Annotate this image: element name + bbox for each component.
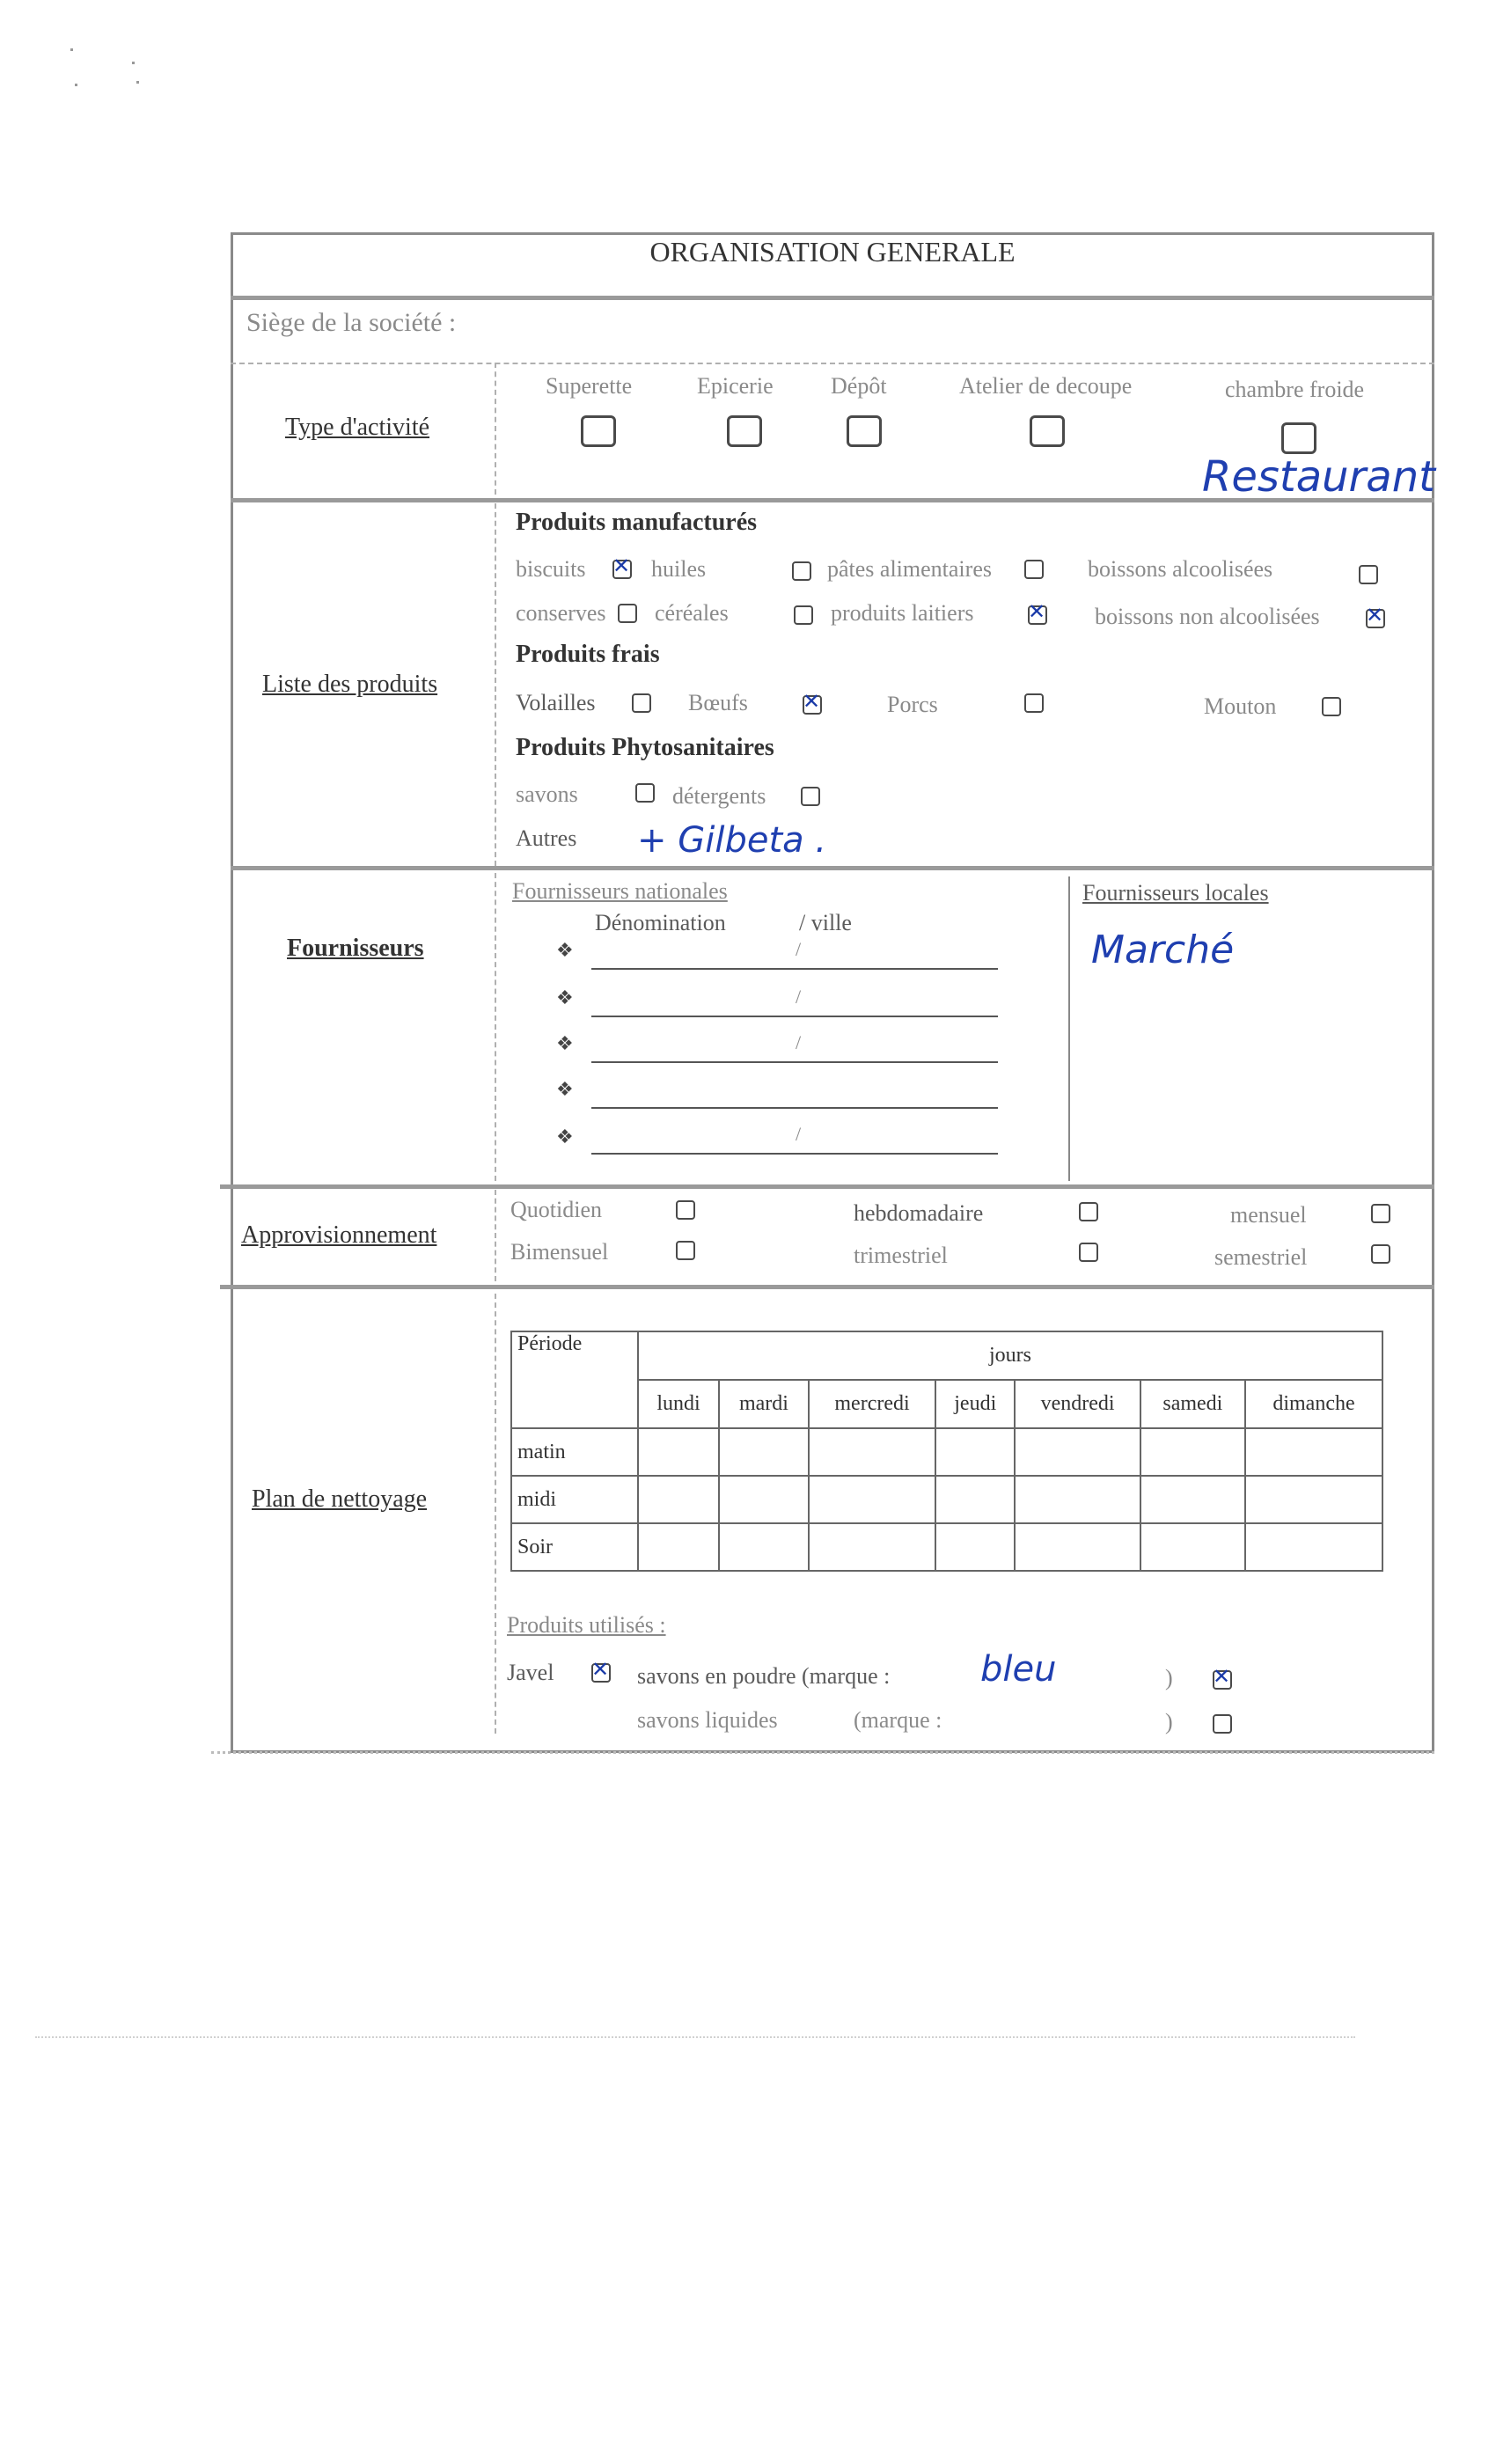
close-paren: ) bbox=[1165, 1709, 1173, 1734]
frais-title: Produits frais bbox=[516, 641, 660, 668]
supplier-slash: / bbox=[796, 938, 802, 960]
checkbox-mensuel[interactable] bbox=[1371, 1204, 1390, 1223]
manufactures-title: Produits manufacturés bbox=[516, 509, 758, 536]
divider bbox=[495, 363, 496, 495]
approvisionnement-label: Approvisionnement bbox=[241, 1221, 437, 1249]
table-cell[interactable] bbox=[935, 1428, 1015, 1476]
label-savons-poudre: savons en poudre (marque : bbox=[637, 1663, 891, 1689]
divider bbox=[231, 866, 1434, 870]
option-depot: Dépôt bbox=[831, 373, 887, 399]
label-cereales: céréales bbox=[655, 600, 729, 626]
divider bbox=[495, 503, 496, 866]
option-chambre-froide: chambre froide bbox=[1225, 377, 1365, 402]
supplier-slash: / bbox=[796, 1123, 802, 1145]
scan-speck bbox=[136, 81, 139, 84]
checkbox-porcs[interactable] bbox=[1024, 693, 1044, 713]
checkbox-huiles[interactable] bbox=[792, 561, 811, 581]
label-bimensuel: Bimensuel bbox=[510, 1239, 609, 1265]
table-cell[interactable] bbox=[638, 1523, 719, 1571]
table-cell[interactable] bbox=[719, 1523, 809, 1571]
checkbox-boissons-non-alc[interactable] bbox=[1366, 609, 1385, 628]
checkbox-javel[interactable] bbox=[591, 1663, 611, 1683]
liste-produits-label: Liste des produits bbox=[262, 671, 438, 698]
day-vendredi: vendredi bbox=[1015, 1380, 1140, 1428]
table-row bbox=[511, 1523, 1382, 1571]
day-samedi: samedi bbox=[1140, 1380, 1245, 1428]
label-quotidien: Quotidien bbox=[510, 1197, 602, 1222]
label-javel: Javel bbox=[507, 1660, 554, 1685]
label-boissons-non-alc: boissons non alcoolisées bbox=[1095, 604, 1320, 629]
table-cell[interactable] bbox=[935, 1476, 1015, 1523]
periode-header: Période bbox=[511, 1331, 638, 1428]
scan-speck bbox=[70, 48, 73, 51]
checkbox-atelier[interactable] bbox=[1030, 415, 1065, 447]
handwritten-restaurant: Restaurant bbox=[1202, 452, 1435, 502]
supplier-line-3[interactable] bbox=[591, 1061, 998, 1063]
type-activite-label: Type d'activité bbox=[285, 414, 430, 441]
checkbox-mouton[interactable] bbox=[1322, 697, 1341, 716]
label-volailles: Volailles bbox=[516, 690, 596, 715]
locaux-title: Fournisseurs locales bbox=[1082, 880, 1269, 906]
handwritten-marche: Marché bbox=[1091, 928, 1235, 972]
table-cell[interactable] bbox=[1245, 1476, 1382, 1523]
supplier-line-4[interactable] bbox=[591, 1107, 998, 1109]
bullet-icon: ❖ bbox=[556, 987, 574, 1009]
table-cell[interactable] bbox=[638, 1476, 719, 1523]
label-huiles: huiles bbox=[651, 556, 707, 582]
supplier-slash: / bbox=[796, 1031, 802, 1053]
checkbox-conserves[interactable] bbox=[618, 604, 637, 623]
day-dimanche: dimanche bbox=[1245, 1380, 1382, 1428]
checkbox-chambre-froide[interactable] bbox=[1281, 422, 1316, 454]
nationaux-title: Fournisseurs nationales bbox=[512, 878, 728, 904]
denomination-header: Dénomination bbox=[595, 910, 726, 935]
label-savons-liquides: savons liquides bbox=[637, 1707, 778, 1733]
supplier-line-1[interactable] bbox=[591, 968, 998, 970]
divider bbox=[495, 1294, 496, 1734]
handwritten-autres: + Gilbeta . bbox=[637, 820, 827, 861]
label-trimestriel: trimestriel bbox=[854, 1243, 948, 1268]
label-mensuel: mensuel bbox=[1230, 1202, 1307, 1228]
produits-utilises-title: Produits utilisés : bbox=[507, 1612, 666, 1638]
option-atelier: Atelier de decoupe bbox=[959, 373, 1133, 399]
checkbox-volailles[interactable] bbox=[632, 693, 651, 713]
table-cell[interactable] bbox=[719, 1476, 809, 1523]
divider bbox=[220, 1285, 1434, 1289]
bullet-icon: ❖ bbox=[556, 1033, 574, 1055]
label-biscuits: biscuits bbox=[516, 556, 586, 582]
scan-noise bbox=[35, 2036, 1355, 2038]
checkbox-trimestriel[interactable] bbox=[1079, 1243, 1098, 1262]
bullet-icon: ❖ bbox=[556, 1126, 574, 1148]
divider bbox=[495, 1190, 496, 1281]
checkbox-boeufs[interactable] bbox=[803, 695, 822, 715]
bullet-icon: ❖ bbox=[556, 940, 574, 962]
checkbox-savons-liquides[interactable] bbox=[1213, 1714, 1232, 1734]
row-midi: midi bbox=[511, 1476, 638, 1523]
label-detergents: détergents bbox=[672, 783, 766, 809]
table-cell[interactable] bbox=[1140, 1476, 1245, 1523]
siege-label: Siège de la société : bbox=[246, 308, 457, 337]
checkbox-boissons-alc[interactable] bbox=[1359, 565, 1378, 584]
day-lundi: lundi bbox=[638, 1380, 719, 1428]
ville-header: / ville bbox=[799, 910, 852, 935]
label-pates: pâtes alimentaires bbox=[827, 556, 992, 582]
day-mercredi: mercredi bbox=[809, 1380, 935, 1428]
label-semestriel: semestriel bbox=[1214, 1244, 1308, 1270]
phyto-title: Produits Phytosanitaires bbox=[516, 734, 774, 761]
divider bbox=[231, 363, 1434, 364]
supplier-slash: / bbox=[796, 986, 802, 1008]
checkbox-cereales[interactable] bbox=[794, 605, 813, 625]
scan-speck bbox=[75, 84, 77, 86]
bullet-icon: ❖ bbox=[556, 1079, 574, 1101]
table-cell[interactable] bbox=[1015, 1523, 1140, 1571]
option-epicerie: Epicerie bbox=[697, 373, 774, 399]
label-laitiers: produits laitiers bbox=[831, 600, 974, 626]
row-matin: matin bbox=[511, 1428, 638, 1476]
divider bbox=[1068, 876, 1070, 1181]
autres-label: Autres bbox=[516, 825, 577, 851]
nettoyage-label: Plan de nettoyage bbox=[252, 1485, 428, 1513]
close-paren: ) bbox=[1165, 1665, 1173, 1690]
table-cell[interactable] bbox=[1245, 1428, 1382, 1476]
divider bbox=[220, 1184, 1434, 1189]
checkbox-quotidien[interactable] bbox=[676, 1200, 695, 1220]
label-hebdomadaire: hebdomadaire bbox=[854, 1200, 984, 1226]
fournisseurs-label: Fournisseurs bbox=[287, 935, 424, 962]
table-cell[interactable] bbox=[935, 1523, 1015, 1571]
checkbox-superette[interactable] bbox=[581, 415, 616, 447]
table-cell[interactable] bbox=[638, 1428, 719, 1476]
table-cell[interactable] bbox=[1140, 1523, 1245, 1571]
table-cell[interactable] bbox=[1015, 1428, 1140, 1476]
checkbox-bimensuel[interactable] bbox=[676, 1241, 695, 1260]
form-title: ORGANISATION GENERALE bbox=[649, 236, 1016, 268]
table-cell[interactable] bbox=[809, 1476, 935, 1523]
divider bbox=[495, 873, 496, 1181]
jours-header: jours bbox=[638, 1331, 1382, 1380]
row-soir: Soir bbox=[511, 1523, 638, 1571]
table-cell[interactable] bbox=[719, 1428, 809, 1476]
label-mouton: Mouton bbox=[1204, 693, 1277, 719]
option-superette: Superette bbox=[546, 373, 633, 399]
supplier-line-2[interactable] bbox=[591, 1016, 998, 1017]
divider bbox=[231, 498, 1434, 502]
table-cell[interactable] bbox=[1245, 1523, 1382, 1571]
checkbox-laitiers[interactable] bbox=[1028, 605, 1047, 625]
checkbox-hebdomadaire[interactable] bbox=[1079, 1202, 1098, 1221]
label-boeufs: Bœufs bbox=[688, 690, 748, 715]
table-cell[interactable] bbox=[809, 1523, 935, 1571]
checkbox-detergents[interactable] bbox=[801, 787, 820, 806]
handwritten-bleu: bleu bbox=[980, 1649, 1057, 1690]
checkbox-semestriel[interactable] bbox=[1371, 1244, 1390, 1264]
day-mardi: mardi bbox=[719, 1380, 809, 1428]
label-savons: savons bbox=[516, 781, 578, 807]
day-jeudi: jeudi bbox=[935, 1380, 1015, 1428]
table-cell[interactable] bbox=[1140, 1428, 1245, 1476]
checkbox-epicerie[interactable] bbox=[727, 415, 762, 447]
label-boissons-alc: boissons alcoolisées bbox=[1088, 556, 1273, 582]
checkbox-depot[interactable] bbox=[847, 415, 882, 447]
scan-noise bbox=[211, 1751, 1434, 1754]
label-porcs: Porcs bbox=[887, 692, 938, 717]
supplier-line-5[interactable] bbox=[591, 1153, 998, 1155]
divider bbox=[231, 296, 1434, 300]
table-row bbox=[511, 1428, 1382, 1476]
checkbox-biscuits[interactable] bbox=[612, 560, 632, 579]
table-cell[interactable] bbox=[1015, 1476, 1140, 1523]
table-row bbox=[511, 1476, 1382, 1523]
scan-speck bbox=[132, 62, 135, 64]
label-conserves: conserves bbox=[516, 600, 606, 626]
cleaning-schedule-table bbox=[510, 1331, 1383, 1572]
checkbox-pates[interactable] bbox=[1024, 560, 1044, 579]
checkbox-savons-poudre[interactable] bbox=[1213, 1670, 1232, 1690]
checkbox-savons[interactable] bbox=[635, 783, 655, 803]
table-cell[interactable] bbox=[809, 1428, 935, 1476]
label-marque: (marque : bbox=[854, 1707, 942, 1733]
